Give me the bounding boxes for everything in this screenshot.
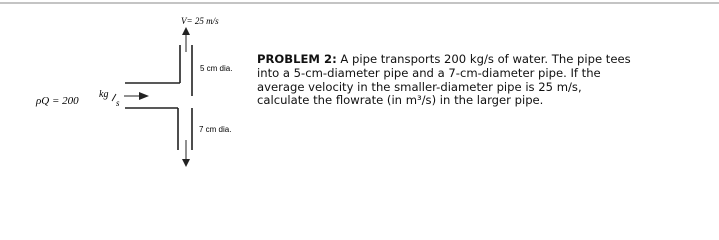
large-pipe-diameter-label: 7 cm dia. xyxy=(199,125,232,134)
mass-flow-unit-denominator: s xyxy=(116,98,120,108)
mass-flow-label xyxy=(35,89,120,108)
small-pipe-diameter-label: 5 cm dia. xyxy=(200,64,233,73)
downward-flow-arrow xyxy=(182,140,190,167)
mass-flow-unit-numerator: kg xyxy=(99,89,109,100)
inlet-flow-arrow xyxy=(124,92,149,100)
velocity-label: V= 25 m/s xyxy=(181,16,219,26)
small-pipe xyxy=(180,45,192,96)
large-pipe xyxy=(178,108,192,150)
problem-heading: PROBLEM 2: xyxy=(257,52,337,66)
mass-flow-value: ρQ = 200 xyxy=(36,95,79,107)
problem-statement xyxy=(257,53,637,108)
upward-flow-arrow xyxy=(182,27,190,52)
problem-body: A pipe transports 200 kg/s of water. The pipe tees into a 5-cm-diameter pipe and a 7-cm-diameter pipe. If the average velocity in the smaller-diameter pipe is 25 m/s, calculate the flowrate (in m³/s) in the larger pipe. xyxy=(257,52,631,108)
